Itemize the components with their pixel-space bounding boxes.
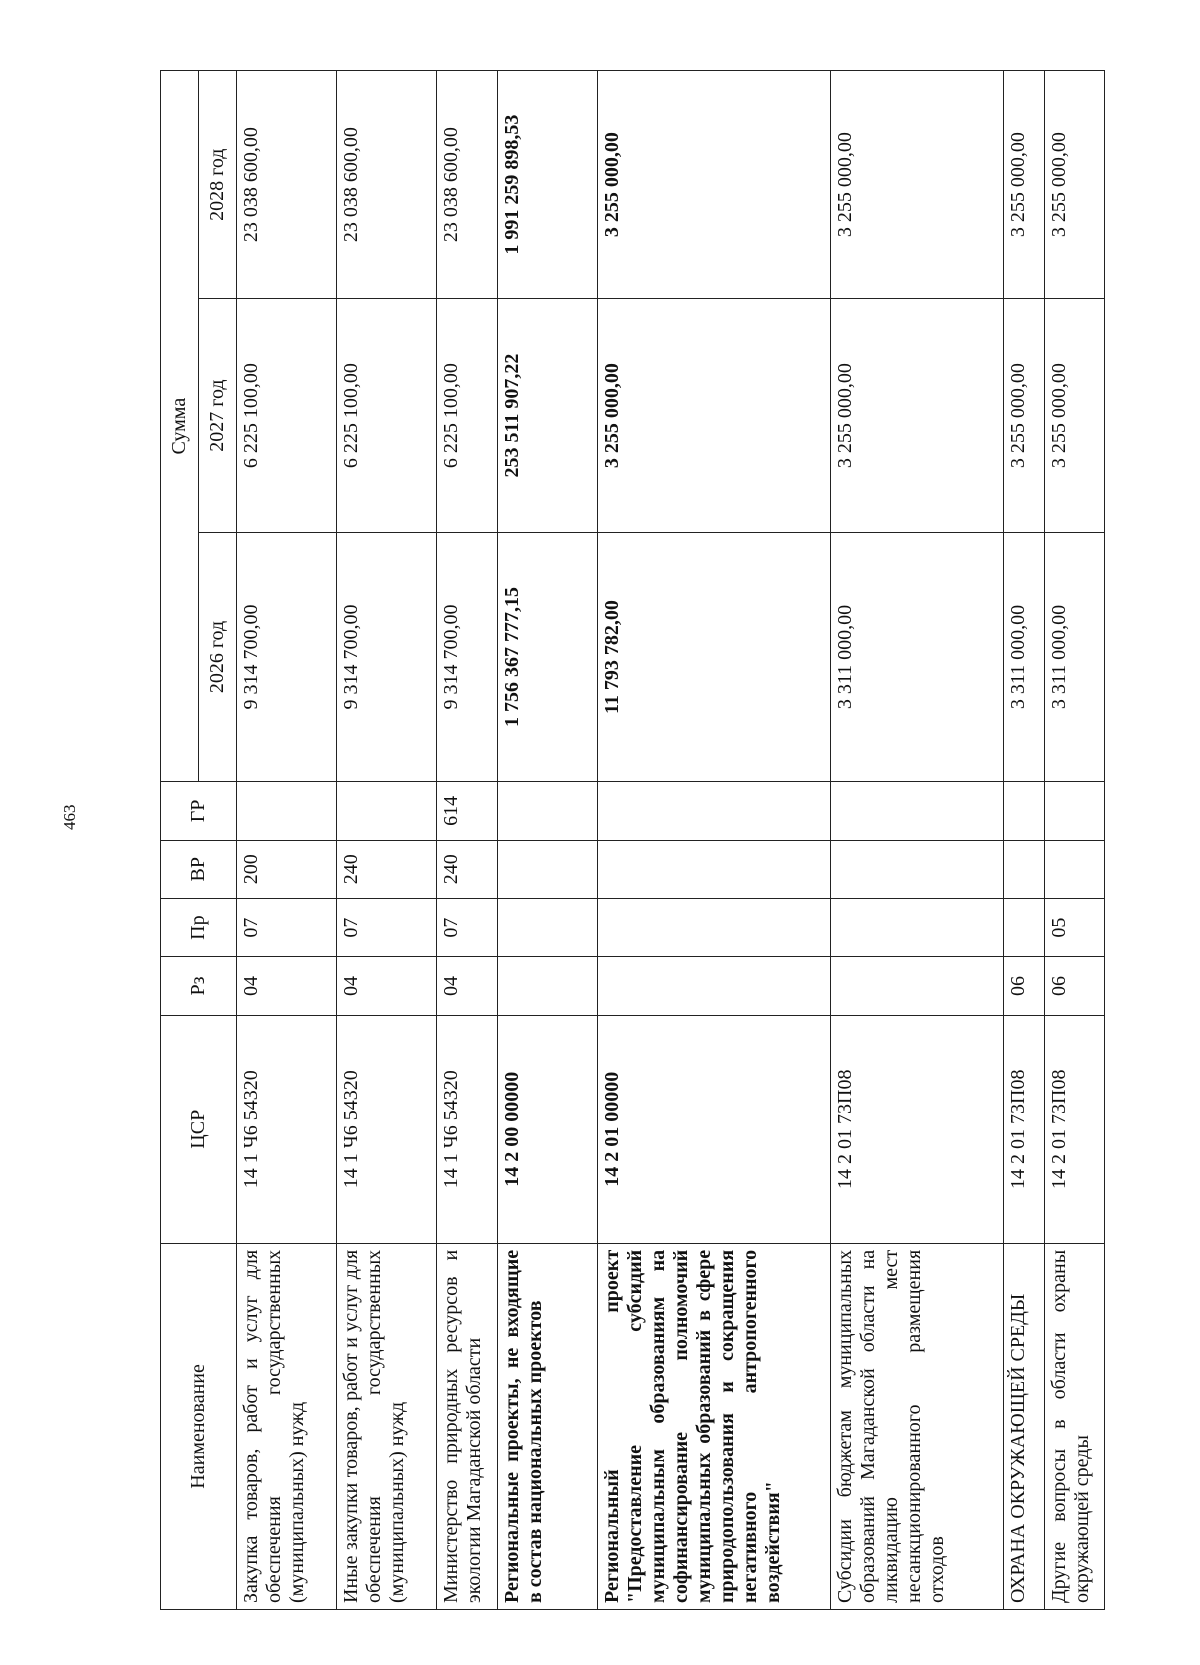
cell-vr: 240 (437, 840, 497, 898)
header-2027: 2027 год (199, 299, 237, 532)
table-row (1003, 71, 1044, 1610)
table-row (597, 71, 830, 1610)
table-row (830, 71, 1003, 1610)
cell-pr (497, 898, 597, 956)
cell-rz: 04 (237, 957, 337, 1015)
cell-2026: 3 311 000,00 (1003, 532, 1044, 781)
table-row (1044, 71, 1104, 1610)
cell-2027: 3 255 000,00 (1003, 299, 1044, 532)
cell-gr (830, 782, 1003, 840)
header-rz: Рз (161, 957, 237, 1015)
cell-2028: 1 991 259 898,53 (497, 71, 597, 299)
cell-pr (597, 898, 830, 956)
header-gr: ГР (161, 782, 237, 840)
cell-2026: 1 756 367 777,15 (497, 532, 597, 781)
cell-name: Министерство природных ресурсов и экологии Магаданской области (437, 1243, 497, 1609)
cell-rz (497, 957, 597, 1015)
cell-csr: 14 2 01 73П08 (1003, 1015, 1044, 1243)
cell-2028: 23 038 600,00 (237, 71, 337, 299)
cell-pr (830, 898, 1003, 956)
cell-name: Иные закупки товаров, работ и услуг для обеспечения государственных (муниципальных) нужд (337, 1243, 437, 1609)
cell-rz (597, 957, 830, 1015)
cell-gr (1003, 782, 1044, 840)
cell-name: Закупка товаров, работ и услуг для обеспечения государственных (муниципальных) нужд (237, 1243, 337, 1609)
cell-gr (337, 782, 437, 840)
cell-vr (597, 840, 830, 898)
header-sum: Сумма (161, 71, 199, 782)
cell-csr: 14 2 01 73П08 (830, 1015, 1003, 1243)
cell-name: Региональный проект "Предоставление субсидий муниципальным образованиям на софинансирование полномочий муниципальных образований в сфере природопользования и сокращения негативного антропогенного воздействия" (597, 1243, 830, 1609)
budget-table (160, 70, 1105, 1610)
cell-vr (497, 840, 597, 898)
cell-pr (1003, 898, 1044, 956)
cell-vr (1044, 840, 1104, 898)
cell-csr: 14 1 Ч6 54320 (337, 1015, 437, 1243)
cell-name: ОХРАНА ОКРУЖАЮЩЕЙ СРЕДЫ (1003, 1243, 1044, 1609)
header-name: Наименование (161, 1243, 237, 1609)
cell-gr: 614 (437, 782, 497, 840)
cell-2026: 9 314 700,00 (337, 532, 437, 781)
header-pr: Пр (161, 898, 237, 956)
cell-2027: 253 511 907,22 (497, 299, 597, 532)
cell-name: Региональные проекты, не входящие в состав национальных проектов (497, 1243, 597, 1609)
header-csr: ЦСР (161, 1015, 237, 1243)
budget-table-rotated (160, 70, 1105, 1610)
cell-vr (1003, 840, 1044, 898)
cell-pr: 07 (237, 898, 337, 956)
cell-2028: 23 038 600,00 (337, 71, 437, 299)
cell-csr: 14 2 01 73П08 (1044, 1015, 1104, 1243)
table-row (437, 71, 497, 1610)
cell-gr (597, 782, 830, 840)
cell-csr: 14 2 00 00000 (497, 1015, 597, 1243)
cell-csr: 14 1 Ч6 54320 (237, 1015, 337, 1243)
table-row (237, 71, 337, 1610)
cell-2028: 23 038 600,00 (437, 71, 497, 299)
cell-2027: 3 255 000,00 (830, 299, 1003, 532)
cell-2027: 6 225 100,00 (437, 299, 497, 532)
cell-2026: 3 311 000,00 (830, 532, 1003, 781)
table-row (337, 71, 437, 1610)
cell-rz: 06 (1044, 957, 1104, 1015)
cell-csr: 14 2 01 00000 (597, 1015, 830, 1243)
cell-gr (237, 782, 337, 840)
cell-vr: 240 (337, 840, 437, 898)
header-2028: 2028 год (199, 71, 237, 299)
cell-2026: 9 314 700,00 (437, 532, 497, 781)
cell-rz: 04 (337, 957, 437, 1015)
cell-2026: 11 793 782,00 (597, 532, 830, 781)
cell-2027: 3 255 000,00 (597, 299, 830, 532)
cell-gr (497, 782, 597, 840)
cell-2027: 3 255 000,00 (1044, 299, 1104, 532)
cell-name: Субсидии бюджетам муниципальных образований Магаданской области на ликвидацию мест несанкционированного размещения отходов (830, 1243, 1003, 1609)
cell-name: Другие вопросы в области охраны окружающей среды (1044, 1243, 1104, 1609)
cell-pr: 05 (1044, 898, 1104, 956)
cell-2026: 9 314 700,00 (237, 532, 337, 781)
cell-vr (830, 840, 1003, 898)
cell-2028: 3 255 000,00 (597, 71, 830, 299)
header-vr: ВР (161, 840, 237, 898)
cell-pr: 07 (337, 898, 437, 956)
cell-rz: 04 (437, 957, 497, 1015)
page-number: 463 (60, 804, 79, 830)
cell-2026: 3 311 000,00 (1044, 532, 1104, 781)
cell-vr: 200 (237, 840, 337, 898)
cell-2027: 6 225 100,00 (237, 299, 337, 532)
cell-pr: 07 (437, 898, 497, 956)
cell-gr (1044, 782, 1104, 840)
cell-rz: 06 (1003, 957, 1044, 1015)
cell-2028: 3 255 000,00 (830, 71, 1003, 299)
cell-2028: 3 255 000,00 (1003, 71, 1044, 299)
header-2026: 2026 год (199, 532, 237, 781)
table-row (497, 71, 597, 1610)
cell-2027: 6 225 100,00 (337, 299, 437, 532)
cell-csr: 14 1 Ч6 54320 (437, 1015, 497, 1243)
cell-rz (830, 957, 1003, 1015)
cell-2028: 3 255 000,00 (1044, 71, 1104, 299)
